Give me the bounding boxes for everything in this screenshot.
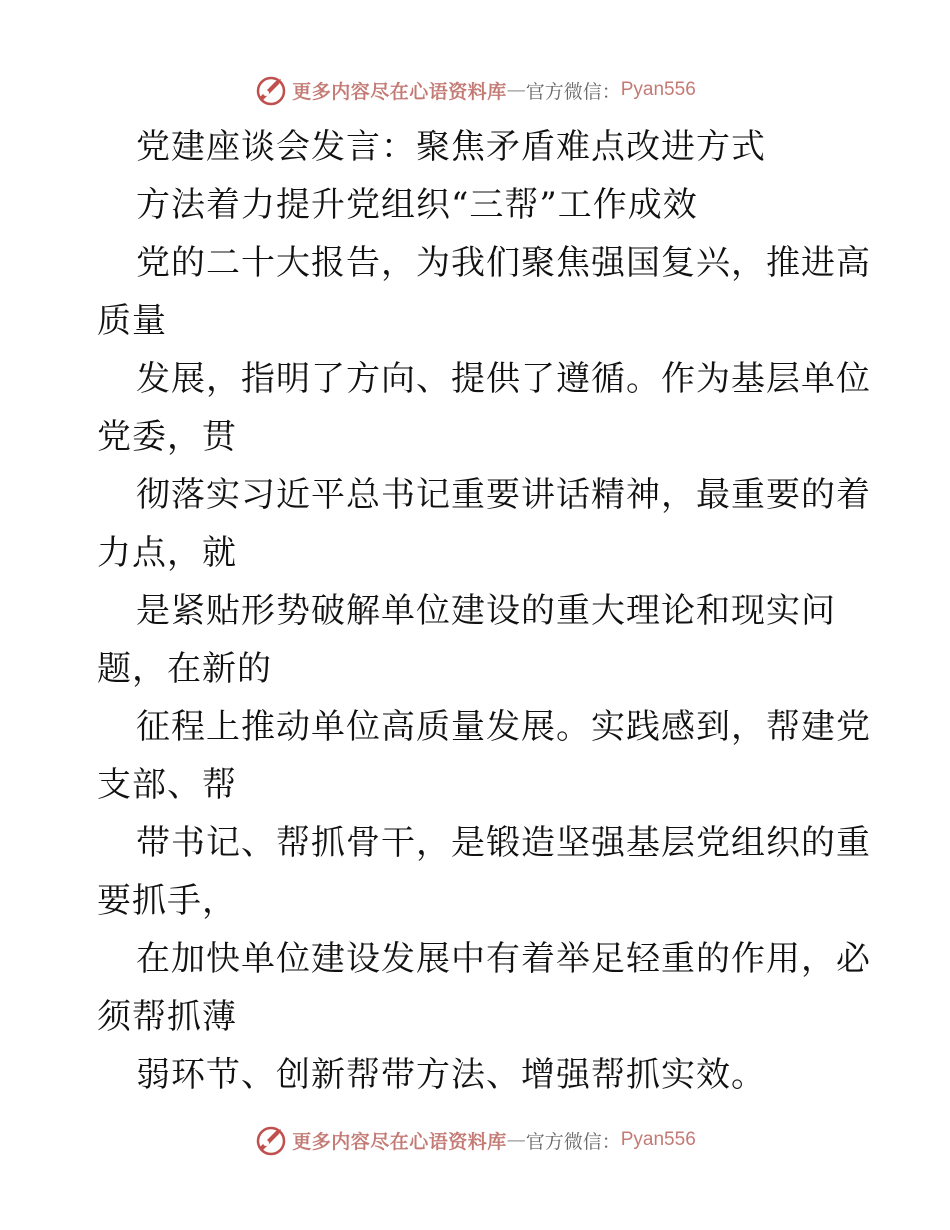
title-line-2: 方法着力提升党组织“三帮”工作成效 [136,185,698,225]
document-body [97,118,871,1104]
paragraph-line: 质量 [97,301,167,341]
watermark-wechat-id: Pyan556 [620,79,696,100]
pen-logo-icon [254,1123,288,1157]
footer-watermark [0,1120,950,1160]
watermark-wechat-label: 官方微信： [525,1130,621,1153]
title-line-1: 党建座谈会发言：聚焦矛盾难点改进方式 [136,127,766,167]
paragraph-line: 题，在新的 [97,649,272,689]
watermark-separator: — [506,1129,526,1151]
header-watermark [0,70,950,110]
paragraph-line: 带书记、帮抓骨干，是锻造坚强基层党组织的重 [136,823,871,863]
paragraph-line: 彻落实习近平总书记重要讲话精神，最重要的着 [136,475,871,515]
paragraph-line: 力点，就 [97,533,237,573]
paragraph-line: 要抓手， [97,881,237,921]
paragraph-line: 是紧贴形势破解单位建设的重大理论和现实问 [136,591,836,631]
paragraph-line: 须帮抓薄 [97,997,237,1037]
watermark-text: 更多内容尽在心语资料库 [292,1130,507,1153]
watermark-wechat-id: Pyan556 [620,1129,696,1150]
paragraph-line: 党的二十大报告，为我们聚焦强国复兴，推进高 [136,243,871,283]
paragraph-line: 支部、帮 [97,765,237,805]
watermark-separator: — [506,79,526,101]
paragraph-line: 征程上推动单位高质量发展。实践感到，帮建党 [136,707,871,747]
paragraph-line: 党委，贯 [97,417,237,457]
watermark-wechat-label: 官方微信： [525,80,621,103]
paragraph-line: 弱环节、创新帮带方法、增强帮抓实效。 [136,1055,766,1095]
pen-logo-icon [254,73,288,107]
watermark-text: 更多内容尽在心语资料库 [292,80,507,103]
paragraph-line: 在加快单位建设发展中有着举足轻重的作用，必 [136,939,871,979]
paragraph-line: 发展，指明了方向、提供了遵循。作为基层单位 [136,359,871,399]
